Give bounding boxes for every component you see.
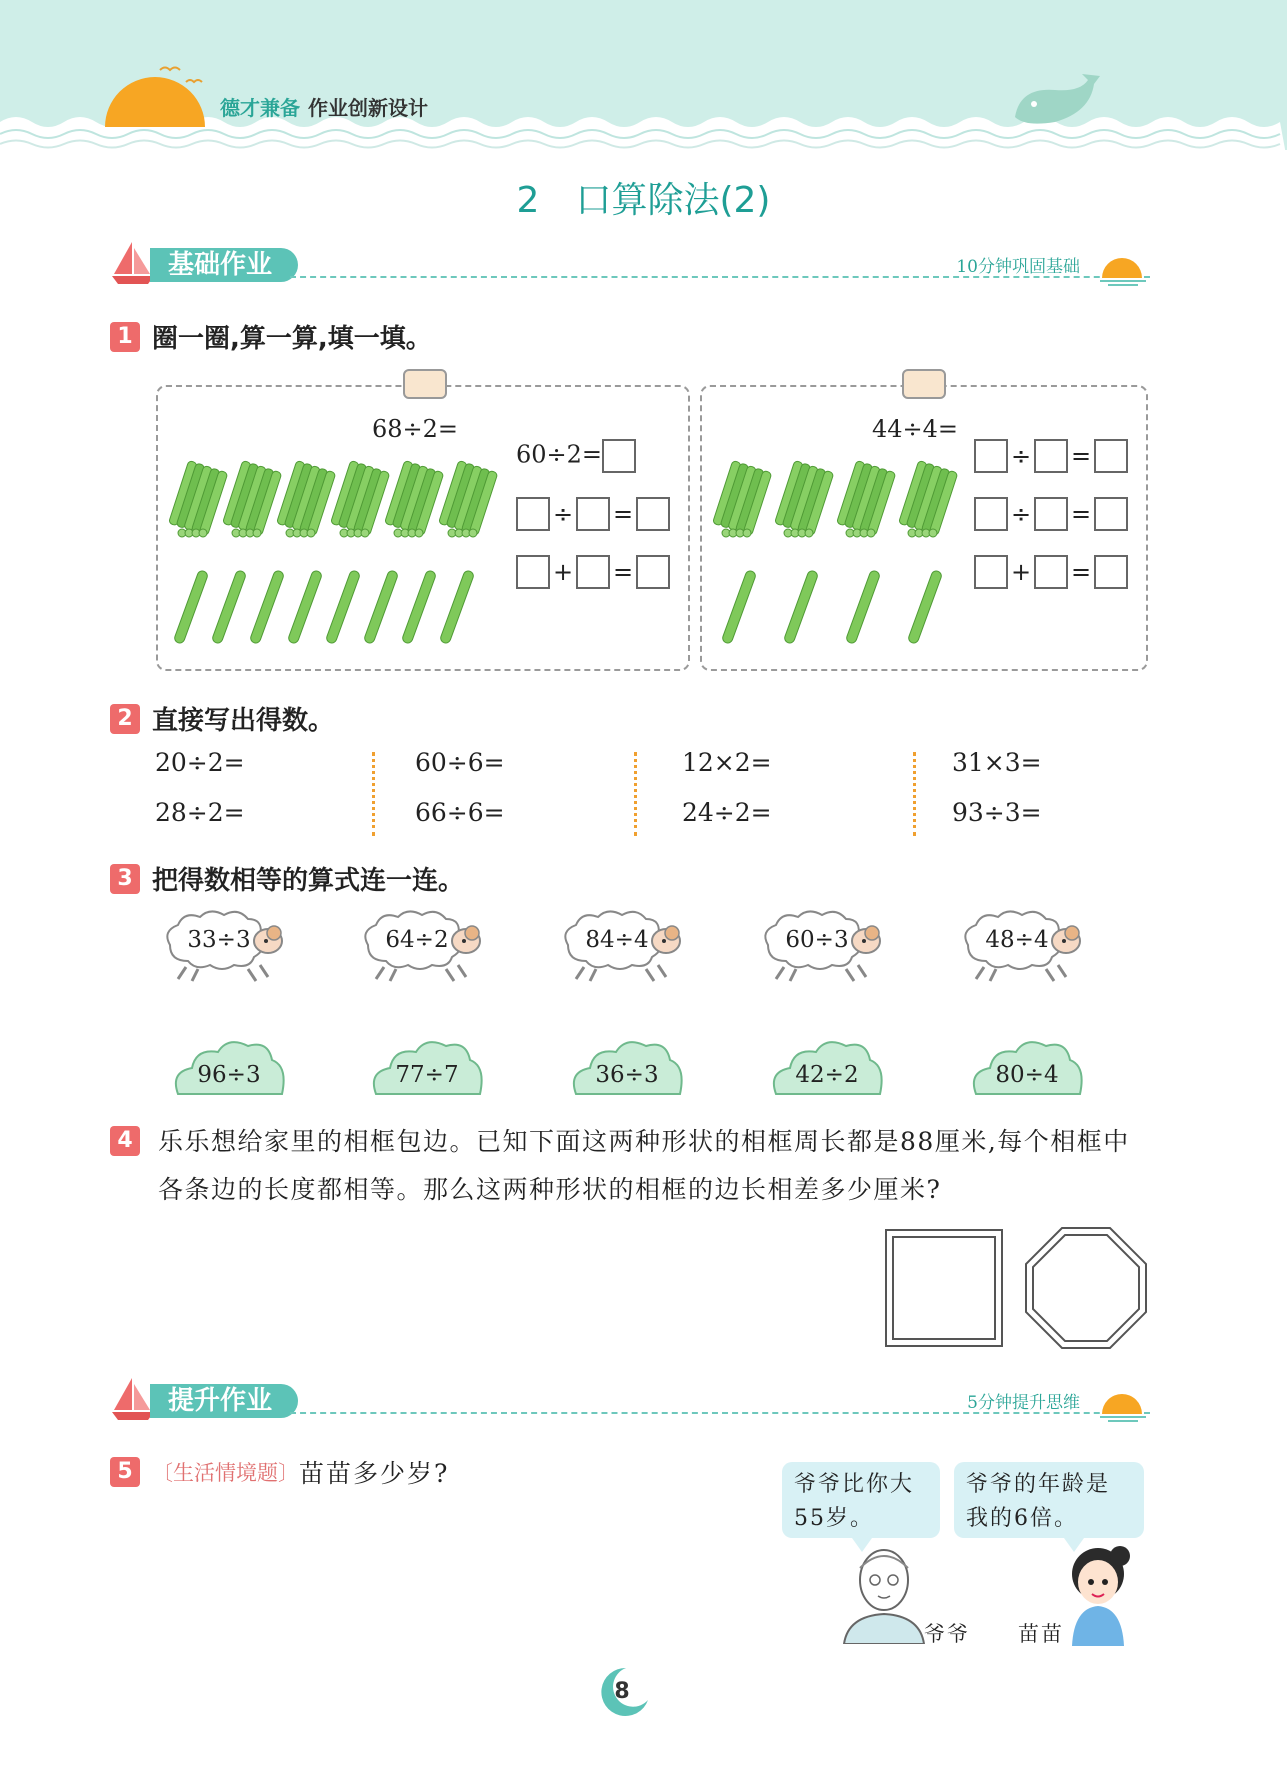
- clip-icon: [902, 369, 946, 399]
- section-advanced-bar: [110, 1376, 1150, 1426]
- answer-box[interactable]: [516, 555, 550, 589]
- q1-right-row2: [974, 497, 1128, 531]
- whale-icon: [1010, 72, 1110, 132]
- bush-expression: 96÷3: [197, 1062, 261, 1088]
- section-basic-label: 基础作业: [150, 248, 298, 282]
- answer-box[interactable]: [516, 497, 550, 531]
- bush-expression: 36÷3: [595, 1062, 659, 1088]
- sheep-expression: 33÷3: [187, 927, 251, 953]
- grandpa-name: 爷爷: [924, 1622, 970, 1646]
- answer-box[interactable]: [974, 439, 1008, 473]
- answer-box[interactable]: [636, 555, 670, 589]
- answer-box[interactable]: [1034, 497, 1068, 531]
- sheep-expression: 84÷4: [585, 927, 649, 953]
- bush-expression: 80÷4: [995, 1062, 1059, 1088]
- q2-item: 24÷2=: [682, 798, 772, 827]
- answer-box[interactable]: [576, 497, 610, 531]
- q5-header: [110, 1454, 449, 1490]
- q3-header: [110, 860, 464, 897]
- q2-item: 12×2=: [682, 748, 772, 777]
- bush-card[interactable]: [768, 1036, 886, 1098]
- answer-box[interactable]: [974, 555, 1008, 589]
- q5-tag: 〔生活情境题〕: [152, 1461, 299, 1485]
- section-basic-note: 10分钟巩固基础: [956, 257, 1080, 277]
- q1-header: [110, 318, 432, 355]
- divider: [372, 752, 375, 836]
- q2-item: 60÷6=: [415, 748, 505, 777]
- clip-icon: [403, 369, 447, 399]
- operator-divide: ÷: [552, 500, 574, 528]
- operator-plus: +: [1010, 558, 1032, 586]
- q1-title: 圈一圈,算一算,填一填。: [152, 324, 432, 354]
- answer-box[interactable]: [1034, 555, 1068, 589]
- sheep-expression: 60÷3: [785, 927, 849, 953]
- q1-left-row1-prefix: 60÷2=: [516, 440, 603, 469]
- bush-expression: 42÷2: [795, 1062, 859, 1088]
- bush-card[interactable]: [170, 1036, 288, 1098]
- bubble-text: 爷爷比你大55岁。: [794, 1472, 915, 1531]
- bush-card[interactable]: [968, 1036, 1086, 1098]
- answer-box[interactable]: [1034, 439, 1068, 473]
- sheep-card[interactable]: [554, 905, 694, 985]
- q1-left-row1: [516, 439, 636, 473]
- q1-number: 1: [110, 322, 140, 352]
- bush-expression: 77÷7: [395, 1062, 459, 1088]
- speech-bubble-miaomiao: [954, 1462, 1144, 1538]
- operator-equals: =: [612, 558, 634, 586]
- operator-divide: ÷: [1010, 500, 1032, 528]
- sunset-icon: [1096, 1384, 1150, 1424]
- q5-number: 5: [110, 1457, 140, 1487]
- q1-left-panel: [156, 385, 690, 671]
- q5-question: 苗苗多少岁?: [299, 1459, 450, 1488]
- page-number: 8: [614, 1679, 630, 1704]
- operator-equals: =: [1070, 442, 1092, 470]
- q3-number: 3: [110, 864, 140, 894]
- sheep-card[interactable]: [754, 905, 894, 985]
- answer-box[interactable]: [1094, 555, 1128, 589]
- answer-box[interactable]: [1094, 439, 1128, 473]
- brand-logo-text: [220, 92, 428, 121]
- section-advanced-label: 提升作业: [150, 1384, 298, 1418]
- square-frame-icon: [884, 1228, 1004, 1348]
- grandpa-illustration: [838, 1540, 930, 1644]
- q1-left-equation: 68÷2=: [372, 415, 459, 443]
- divider: [634, 752, 637, 836]
- bush-card[interactable]: [368, 1036, 486, 1098]
- operator-equals: =: [1070, 500, 1092, 528]
- q4-number: 4: [110, 1126, 140, 1156]
- answer-box[interactable]: [1094, 497, 1128, 531]
- operator-plus: +: [552, 558, 574, 586]
- section-basic-bar: [110, 240, 1150, 290]
- q2-item: 66÷6=: [415, 798, 505, 827]
- q2-item: 93÷3=: [952, 798, 1042, 827]
- speech-bubble-grandpa: [782, 1462, 940, 1538]
- bubble-text: 爷爷的年龄是我的6倍。: [966, 1472, 1111, 1531]
- miaomiao-name: 苗苗: [1018, 1622, 1064, 1646]
- q1-left-row2: [516, 497, 670, 531]
- q3-title: 把得数相等的算式连一连。: [152, 866, 465, 896]
- operator-equals: =: [612, 500, 634, 528]
- q1-right-row3: [974, 555, 1128, 589]
- q2-item: 28÷2=: [155, 798, 245, 827]
- q1-right-equation: 44÷4=: [872, 415, 959, 443]
- sheep-card[interactable]: [354, 905, 494, 985]
- q2-header: [110, 700, 334, 737]
- answer-box[interactable]: [602, 439, 636, 473]
- q4-text: 乐乐想给家里的相框包边。已知下面这两种形状的相框周长都是88厘米,每个相框中各条边的长度都相等。那么这两种形状的相框的边长相差多少厘米?: [158, 1127, 1130, 1204]
- operator-divide: ÷: [1010, 442, 1032, 470]
- sheep-card[interactable]: [954, 905, 1094, 985]
- sun-icon: [100, 62, 210, 132]
- brand-primary: 德才兼备: [220, 96, 300, 120]
- q2-item: 31×3=: [952, 748, 1042, 777]
- octagon-frame-icon: [1024, 1226, 1148, 1350]
- sheep-card[interactable]: [156, 905, 296, 985]
- answer-box[interactable]: [636, 497, 670, 531]
- q2-number: 2: [110, 704, 140, 734]
- answer-box[interactable]: [576, 555, 610, 589]
- lesson-title: 2 口算除法(2): [516, 180, 771, 221]
- q1-right-row1: [974, 439, 1128, 473]
- answer-box[interactable]: [974, 497, 1008, 531]
- stick-bundles-illustration: [168, 457, 498, 657]
- sheep-expression: 48÷4: [985, 927, 1049, 953]
- q2-item: 20÷2=: [155, 748, 245, 777]
- miaomiao-illustration: [1060, 1538, 1136, 1646]
- q4-header: [110, 1126, 152, 1156]
- divider: [913, 752, 916, 836]
- q2-title: 直接写出得数。: [152, 706, 335, 736]
- sheep-expression: 64÷2: [385, 927, 449, 953]
- brand-secondary: 作业创新设计: [308, 96, 428, 120]
- stick-bundles-illustration: [712, 457, 962, 657]
- sunset-icon: [1096, 248, 1150, 288]
- operator-equals: =: [1070, 558, 1092, 586]
- section-advanced-note: 5分钟提升思维: [967, 1393, 1080, 1413]
- q1-right-panel: [700, 385, 1148, 671]
- bush-card[interactable]: [568, 1036, 686, 1098]
- q1-left-row3: [516, 555, 670, 589]
